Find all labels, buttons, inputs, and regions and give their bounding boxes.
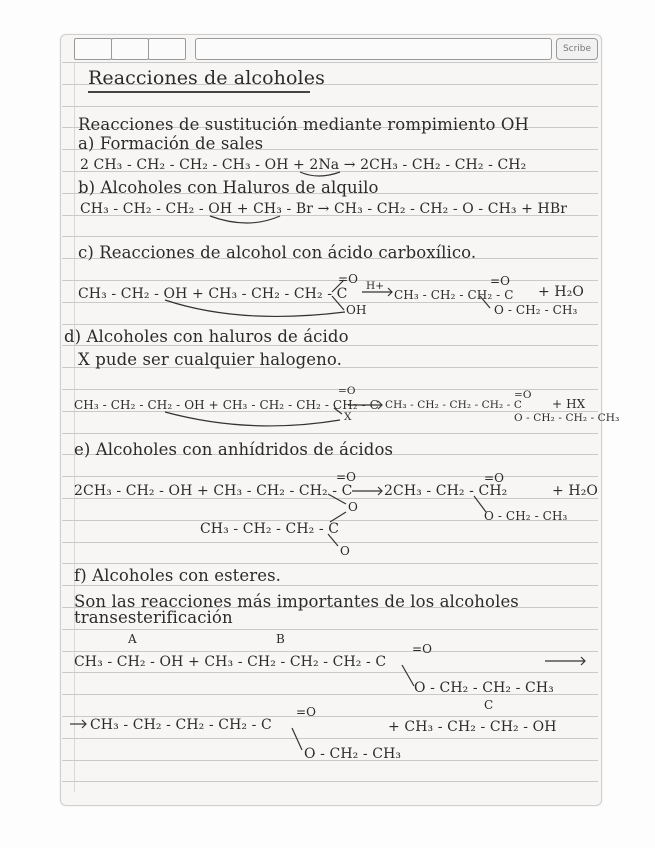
section-c-byproduct: + H₂O (538, 284, 584, 300)
bond-line (328, 534, 338, 546)
section-c-lhs: CH₃ - CH₂ - OH + CH₃ - CH₂ - CH₂ - C (78, 286, 348, 302)
section-e-second-acyl: CH₃ - CH₂ - CH₂ - C (200, 521, 340, 537)
section-f-heading: f) Alcoholes con esteres. (74, 566, 282, 585)
section-d-product: CH₃ - CH₂ - CH₂ - CH₂ - C (385, 399, 523, 411)
section-f-ester-chain: O - CH₂ - CH₂ - CH₃ (414, 680, 554, 696)
section-e-heading: e) Alcoholes con anhídridos de ácidos (74, 440, 394, 459)
section-f-description: Son las reacciones más importantes de los alcoholes (74, 592, 519, 611)
bond-line (330, 512, 346, 522)
section-e-lhs: 2CH₃ - CH₂ - OH + CH₃ - CH₂ - CH₂ - C (74, 483, 353, 499)
bond-line (334, 408, 342, 414)
bond-line (292, 728, 302, 750)
section-e-bridge-oxygen: O (348, 500, 358, 514)
bond-line (328, 494, 346, 504)
section-f-product-chain: O - CH₂ - CH₃ (304, 746, 402, 762)
section-c-catalyst: H+ (366, 280, 385, 292)
section-e-carbonyl: =O (336, 470, 357, 484)
section-b-heading: b) Alcoholes con Haluros de alquilo (78, 178, 379, 197)
section-e-product-carbonyl: =O (484, 471, 505, 485)
bond-line (332, 296, 344, 310)
section-f-byproduct: + CH₃ - CH₂ - CH₂ - OH (388, 719, 557, 735)
section-f-label-c: C (484, 698, 494, 712)
section-b-equation: CH₃ - CH₂ - CH₂ - OH + CH₃ - Br → CH₃ - CH₂ - CH₂ - O - CH₃ + HBr (80, 201, 568, 217)
section-d-byproduct: + HX (552, 397, 586, 411)
section-d-carbonyl: =O (338, 385, 356, 397)
section-c-heading: c) Reacciones de alcohol con ácido carboxílico. (78, 243, 477, 262)
section-f-term: transesterificación (74, 608, 233, 627)
section-e-second-oxygen: O (340, 544, 350, 558)
brand-logo: Scribe (556, 38, 598, 60)
section-f-label-b: B (276, 632, 285, 646)
section-c-product-chain: O - CH₂ - CH₃ (494, 303, 578, 317)
section-c-carbonyl: =O (338, 272, 359, 286)
section-e-product-chain: O - CH₂ - CH₃ (484, 509, 568, 523)
section-f-product: CH₃ - CH₂ - CH₂ - CH₂ - C (90, 717, 272, 733)
section-c-product-carbonyl: =O (490, 274, 511, 288)
section-f-carbonyl: =O (412, 642, 433, 656)
subtitle: Reacciones de sustitución mediante rompimiento OH (78, 115, 530, 134)
section-d-product-carbonyl: =O (514, 389, 532, 401)
section-d-note: X pude ser cualquier halogeno. (78, 350, 342, 369)
section-f-label-a: A (128, 632, 137, 646)
page-title: Reacciones de alcoholes (88, 67, 325, 89)
section-d-halogen: X (344, 411, 352, 423)
section-d-lhs: CH₃ - CH₂ - CH₂ - OH + CH₃ - CH₂ - CH₂ - CH₂ - C (74, 398, 379, 412)
bond-line (474, 496, 486, 512)
section-c-product: CH₃ - CH₂ - CH₂ - C (394, 288, 514, 302)
curved-arrow (165, 300, 345, 316)
section-d-product-chain: O - CH₂ - CH₂ - CH₃ (514, 412, 620, 424)
curved-arrow (210, 216, 280, 223)
curved-arrow (300, 172, 340, 176)
bond-line (480, 296, 490, 308)
section-f-lhs: CH₃ - CH₂ - OH + CH₃ - CH₂ - CH₂ - CH₂ - C (74, 654, 387, 670)
section-a-equation: 2 CH₃ - CH₂ - CH₂ - CH₃ - OH + 2Na → 2CH₃ - CH₂ - CH₂ - CH₂ (80, 157, 527, 173)
section-f-product-carbonyl: =O (296, 705, 317, 719)
section-e-byproduct: + H₂O (552, 483, 598, 499)
section-e-product: 2CH₃ - CH₂ - CH₂ (384, 483, 508, 499)
section-d-heading: d) Alcoholes con haluros de ácido (64, 327, 349, 346)
bond-line (332, 280, 344, 292)
section-a-heading: a) Formación de sales (78, 134, 264, 153)
bond-line (402, 665, 414, 686)
section-c-hydroxyl: OH (346, 303, 367, 317)
curved-arrow (165, 412, 340, 426)
